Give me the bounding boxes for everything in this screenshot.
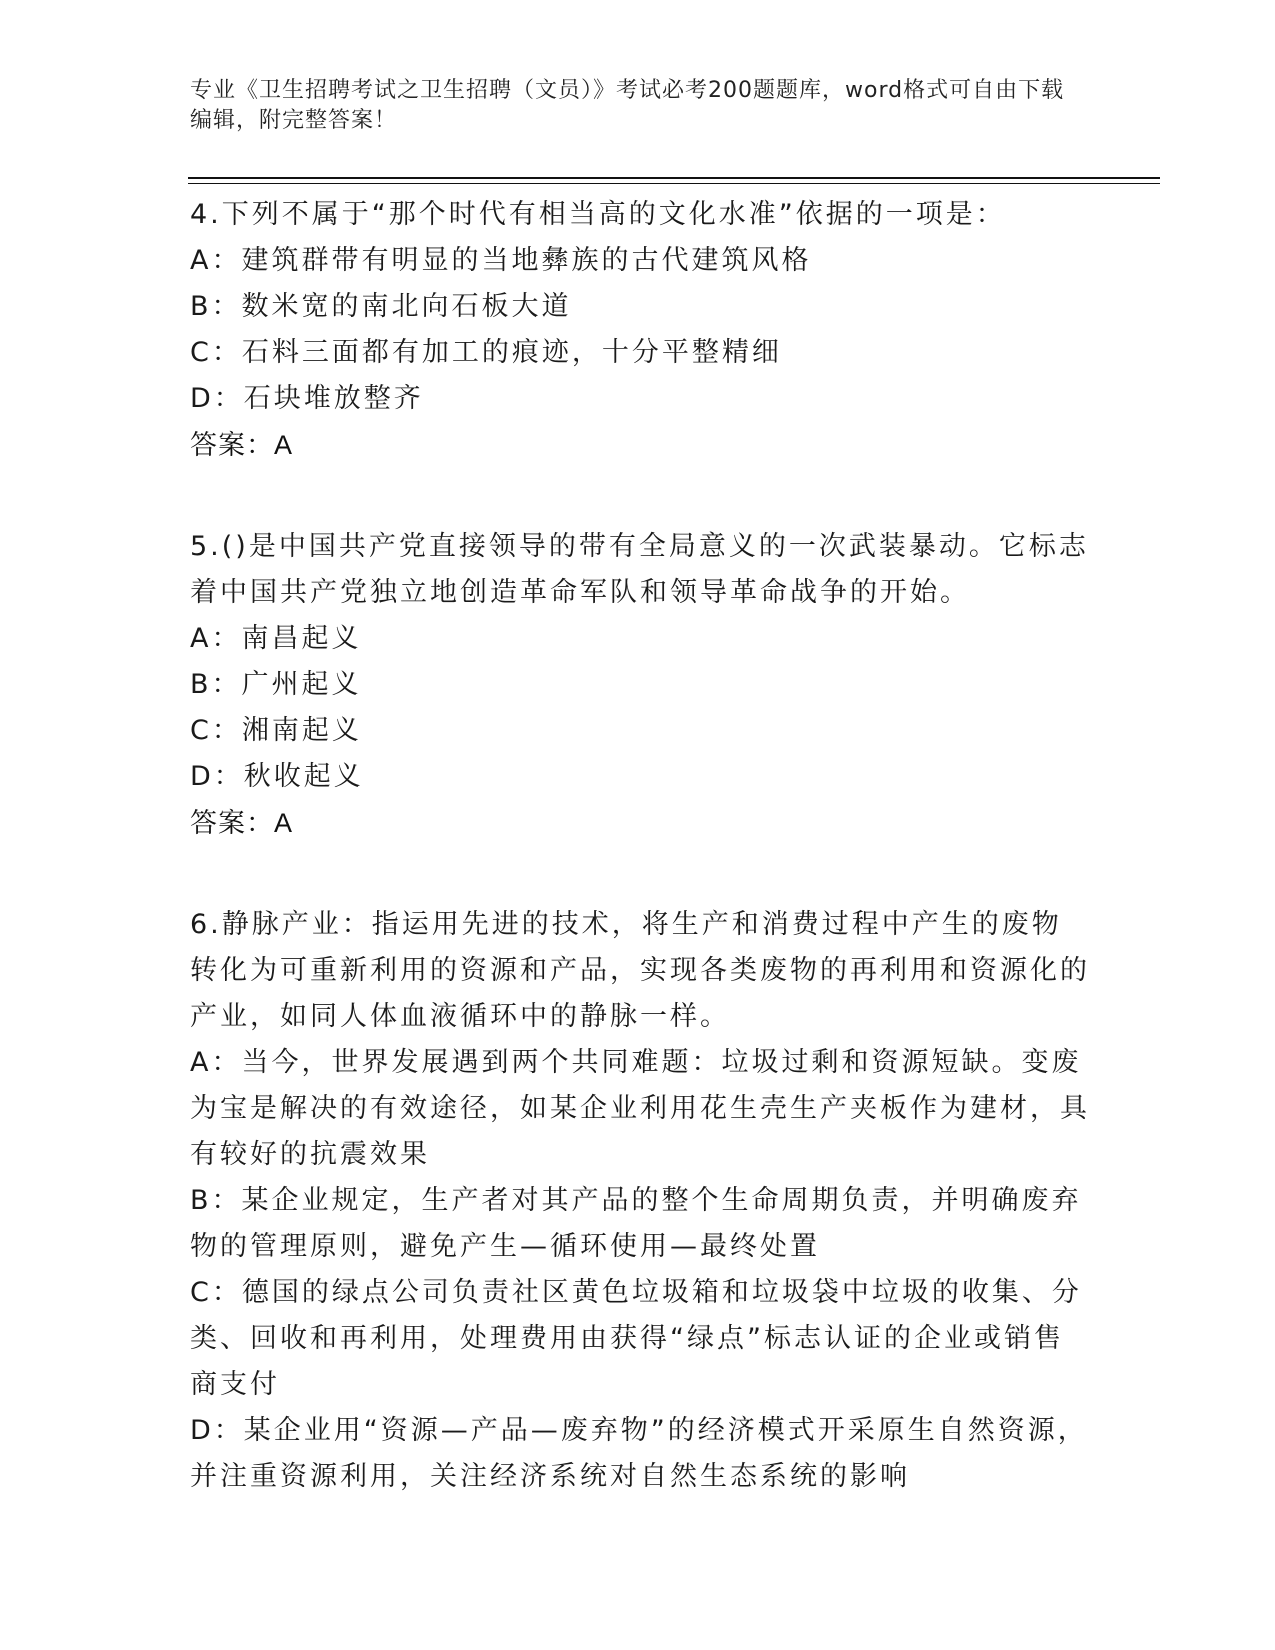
option-d: D：某企业用“资源—产品—废弃物”的经济模式开采原生自然资源，并注重资源利用，关注经济系统对自然生态系统的影响 xyxy=(190,1415,1088,1492)
header-divider-thin xyxy=(188,183,1160,184)
question-stem: 5.()是中国共产党直接领导的带有全局意义的一次武装暴动。它标志着中国共产党独立地创造革命军队和领导革命战争的开始。 xyxy=(190,531,1089,608)
answer-label: 答案：A xyxy=(190,808,294,838)
option-c: C：湘南起义 xyxy=(190,715,362,746)
option-c: C：石料三面都有加工的痕迹，十分平整精细 xyxy=(190,337,782,368)
document-header: 专业《卫生招聘考试之卫生招聘（文员）》考试必考200题题库，word格式可自由下载编辑，附完整答案！ xyxy=(190,78,1065,133)
option-b: B：广州起义 xyxy=(190,669,362,700)
option-b: B：某企业规定，生产者对其产品的整个生命周期负责，并明确废弃物的管理原则，避免产生—循环使用—最终处置 xyxy=(190,1185,1082,1262)
option-d: D：秋收起义 xyxy=(190,761,364,792)
question-list xyxy=(190,192,1090,1556)
question-6 xyxy=(190,902,1090,1500)
option-c: C：德国的绿点公司负责社区黄色垃圾箱和垃圾袋中垃圾的收集、分类、回收和再利用，处理费用由获得“绿点”标志认证的企业或销售商支付 xyxy=(190,1277,1082,1400)
option-b: B：数米宽的南北向石板大道 xyxy=(190,291,572,322)
question-5 xyxy=(190,524,1090,846)
question-4 xyxy=(190,192,1090,468)
question-stem: 6.静脉产业：指运用先进的技术，将生产和消费过程中产生的废物转化为可重新利用的资源和产品，实现各类废物的再利用和资源化的产业，如同人体血液循环中的静脉一样。 xyxy=(190,909,1090,1032)
option-a: A：当今，世界发展遇到两个共同难题：垃圾过剩和资源短缺。变废为宝是解决的有效途径，如某企业利用花生壳生产夹板作为建材，具有较好的抗震效果 xyxy=(190,1047,1090,1170)
question-stem: 4.下列不属于“那个时代有相当高的文化水准”依据的一项是： xyxy=(190,199,1006,230)
answer-label: 答案：A xyxy=(190,430,294,460)
option-a: A：建筑群带有明显的当地彝族的古代建筑风格 xyxy=(190,245,812,276)
option-a: A：南昌起义 xyxy=(190,623,362,654)
option-d: D：石块堆放整齐 xyxy=(190,383,424,414)
header-divider-thick xyxy=(188,177,1160,179)
